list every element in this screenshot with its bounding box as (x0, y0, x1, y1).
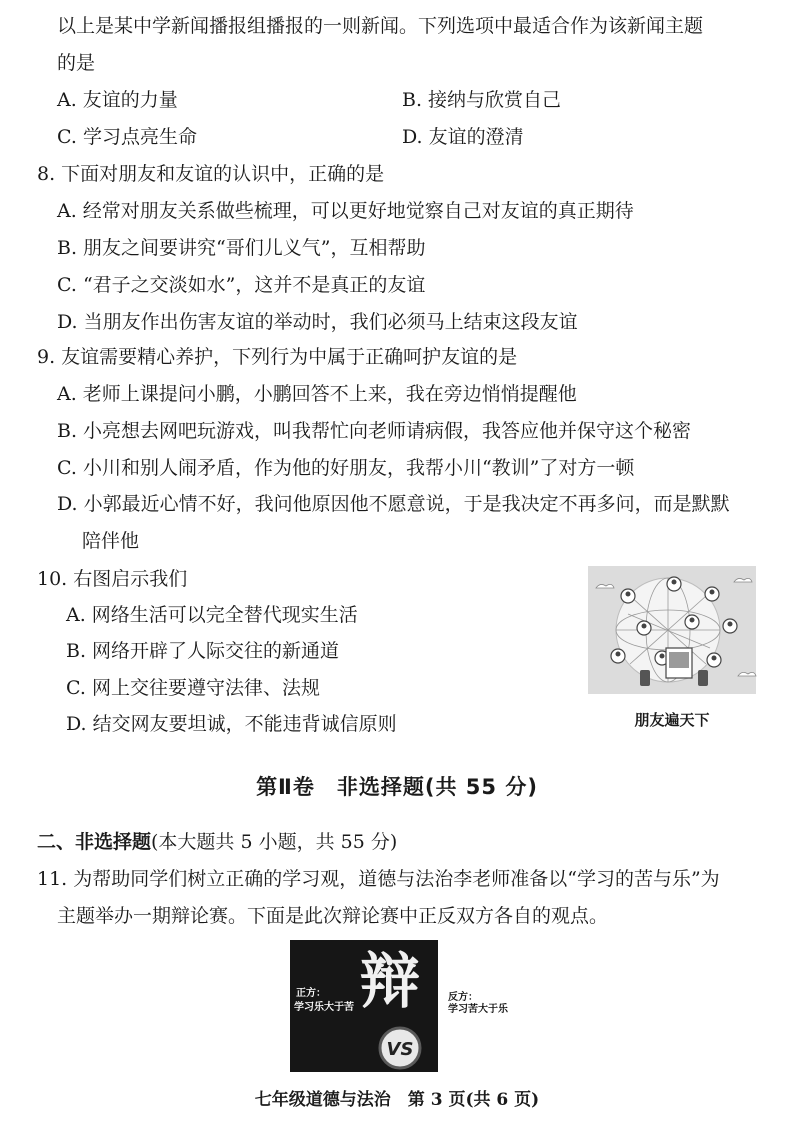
pro-view: 学习乐大于苦 (294, 1002, 354, 1013)
q8-option-d: D. 当朋友作出伤害友谊的举动时，我们必须马上结束这段友谊 (57, 311, 578, 333)
q11-stem-line2: 主题举办一期辩论赛。下面是此次辩论赛中正反双方各自的观点。 (57, 905, 609, 927)
section-2-heading-rest: (本大题共 5 小题，共 55 分) (151, 831, 398, 853)
q11-stem-line1: 11. 为帮助同学们树立正确的学习观，道德与法治李老师准备以“学习的苦与乐”为 (37, 868, 720, 890)
q9-option-c: C. 小川和别人闹矛盾，作为他的好朋友，我帮小川“教训”了对方一顿 (57, 457, 635, 479)
q7-option-a: A. 友谊的力量 (57, 89, 178, 111)
section-2-heading-bold: 二、非选择题 (37, 831, 152, 853)
debate-big-character: 辩 (360, 947, 420, 1017)
network-friends-illustration (588, 566, 756, 694)
q9-option-b: B. 小亮想去网吧玩游戏，叫我帮忙向老师请病假，我答应他并保守这个秘密 (57, 420, 692, 442)
q8-option-b: B. 朋友之间要讲究“哥们儿义气”，互相帮助 (57, 237, 426, 259)
q10-stem: 10. 右图启示我们 (37, 568, 188, 590)
q9-stem: 9. 友谊需要精心养护，下列行为中属于正确呵护友谊的是 (37, 346, 518, 368)
q8-option-c: C. “君子之交淡如水”，这并不是真正的友谊 (57, 274, 426, 296)
section-2-heading (37, 830, 397, 854)
q8-option-a: A. 经常对朋友关系做些梳理，可以更好地觉察自己对友谊的真正期待 (57, 200, 634, 222)
q9-option-d-line1: D. 小郭最近心情不好，我问他原因他不愿意说，于是我决定不再多问，而是默默 (57, 493, 730, 515)
q8-stem: 8. 下面对朋友和友谊的认识中，正确的是 (37, 163, 385, 185)
q7-stem-line2: 的是 (57, 52, 96, 74)
q10-option-a: A. 网络生活可以完全替代现实生活 (66, 604, 358, 626)
q9-option-d-line2: 陪伴他 (82, 530, 140, 552)
con-view: 学习苦大于乐 (448, 1004, 508, 1015)
q10-option-b: B. 网络开辟了人际交往的新通道 (66, 640, 340, 662)
q9-option-a: A. 老师上课提问小鹏，小鹏回答不上来，我在旁边悄悄提醒他 (57, 383, 577, 405)
q7-stem-line1: 以上是某中学新闻播报组播报的一则新闻。下列选项中最适合作为该新闻主题 (57, 15, 704, 37)
q7-option-d: D. 友谊的澄清 (402, 126, 524, 148)
q10-option-d: D. 结交网友要坦诚，不能违背诚信原则 (66, 713, 397, 735)
q10-option-c: C. 网上交往要遵守法律、法规 (66, 677, 320, 699)
pro-label: 正方： (296, 988, 326, 999)
con-label: 反方： (448, 992, 478, 1003)
debate-illustration (290, 940, 508, 1072)
section-2-title: 第Ⅱ卷 非选择题(共 55 分) (256, 775, 538, 799)
q7-option-c: C. 学习点亮生命 (57, 126, 197, 148)
vs-text: VS (386, 1039, 414, 1060)
page-footer: 七年级道德与法治 第 3 页(共 6 页) (254, 1090, 540, 1110)
network-image-caption: 朋友遍天下 (634, 711, 710, 729)
q7-option-b: B. 接纳与欣赏自己 (402, 89, 562, 111)
